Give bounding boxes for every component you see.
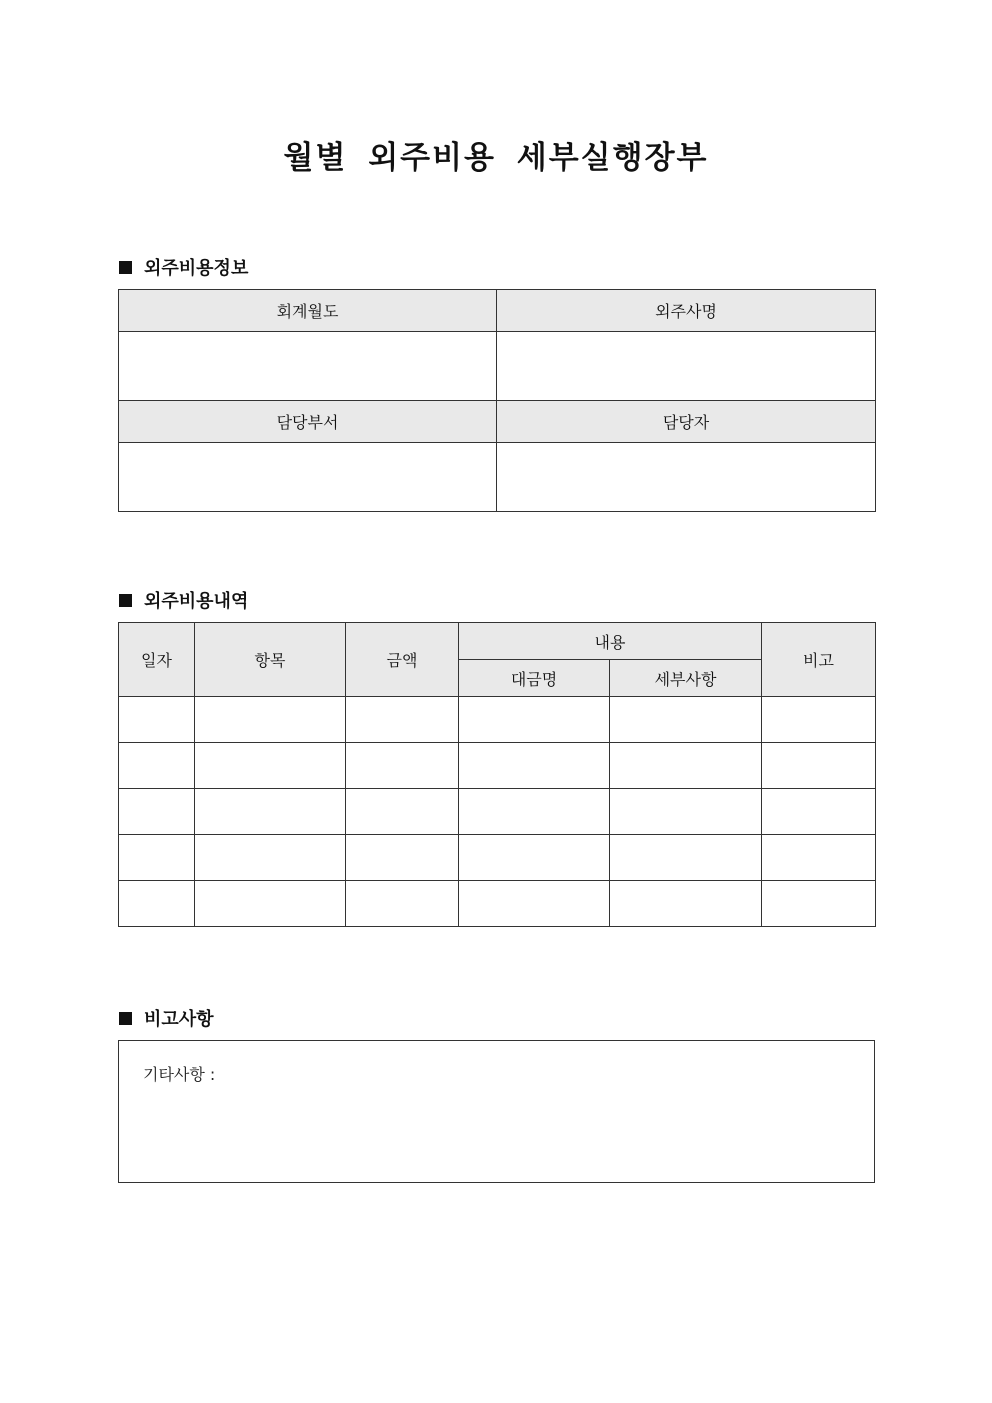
department-field[interactable] (119, 443, 497, 512)
accounting-month-label: 회계월도 (119, 290, 497, 332)
accounting-month-field[interactable] (119, 332, 497, 401)
department-label: 담당부서 (119, 401, 497, 443)
table-cell[interactable] (195, 697, 346, 743)
table-cell[interactable] (459, 789, 610, 835)
page-title: 월별 외주비용 세부실행장부 (283, 140, 709, 176)
table-cell[interactable] (346, 697, 459, 743)
payee-header: 대금명 (459, 660, 610, 697)
manager-label: 담당자 (497, 401, 876, 443)
details-header: 세부사항 (610, 660, 762, 697)
table-row (119, 789, 876, 835)
table-cell[interactable] (610, 835, 762, 881)
table-row (119, 743, 876, 789)
table-cell[interactable] (610, 881, 762, 927)
section-heading-label: 비고사항 (144, 1009, 214, 1030)
table-cell[interactable] (119, 743, 195, 789)
content-header: 내용 (459, 623, 762, 660)
table-cell[interactable] (459, 697, 610, 743)
amount-header: 금액 (346, 623, 459, 697)
section-heading-label: 외주비용정보 (144, 258, 249, 279)
table-cell[interactable] (610, 743, 762, 789)
table-row (119, 881, 876, 927)
table-cell[interactable] (610, 789, 762, 835)
table-cell[interactable] (762, 881, 876, 927)
item-header: 항목 (195, 623, 346, 697)
table-cell[interactable] (346, 881, 459, 927)
remarks-box[interactable] (118, 1040, 875, 1183)
manager-field[interactable] (497, 443, 876, 512)
table-cell[interactable] (459, 835, 610, 881)
table-cell[interactable] (119, 835, 195, 881)
table-cell[interactable] (195, 835, 346, 881)
section-heading-label: 외주비용내역 (144, 591, 249, 612)
square-bullet-icon (119, 261, 132, 274)
section-heading-details (119, 587, 248, 613)
table-cell[interactable] (459, 743, 610, 789)
square-bullet-icon (119, 594, 132, 607)
table-cell[interactable] (762, 743, 876, 789)
table-cell[interactable] (762, 789, 876, 835)
table-cell[interactable] (459, 881, 610, 927)
table-cell[interactable] (346, 743, 459, 789)
section-heading-remarks (119, 1005, 214, 1031)
table-cell[interactable] (195, 743, 346, 789)
table-cell[interactable] (119, 881, 195, 927)
table-cell[interactable] (346, 789, 459, 835)
other-notes-label: 기타사항 : (143, 1065, 216, 1084)
table-cell[interactable] (762, 835, 876, 881)
table-cell[interactable] (119, 697, 195, 743)
table-cell[interactable] (610, 697, 762, 743)
table-cell[interactable] (762, 697, 876, 743)
square-bullet-icon (119, 1012, 132, 1025)
date-header: 일자 (119, 623, 195, 697)
table-cell[interactable] (119, 789, 195, 835)
table-cell[interactable] (346, 835, 459, 881)
info-table (118, 289, 876, 512)
table-row (119, 835, 876, 881)
note-header: 비고 (762, 623, 876, 697)
table-cell[interactable] (195, 881, 346, 927)
vendor-name-label: 외주사명 (497, 290, 876, 332)
table-row (119, 697, 876, 743)
table-cell[interactable] (195, 789, 346, 835)
vendor-name-field[interactable] (497, 332, 876, 401)
section-heading-info (119, 254, 248, 280)
expense-table (118, 622, 876, 927)
